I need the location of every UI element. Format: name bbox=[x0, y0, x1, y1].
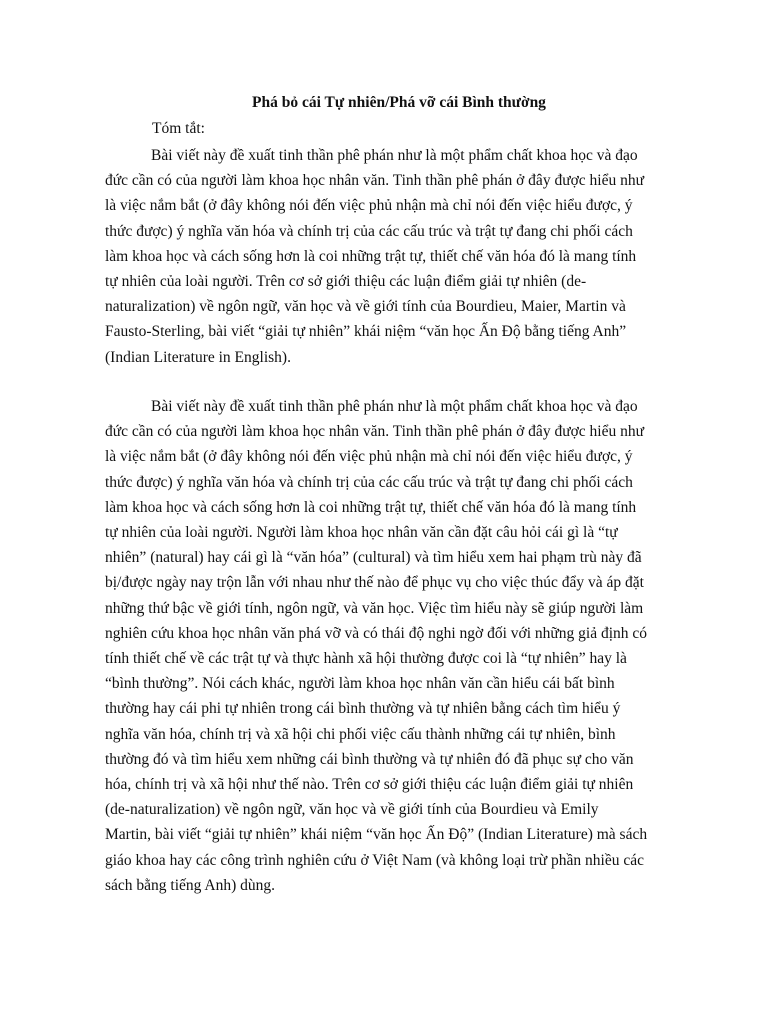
text-line: thức được) ý nghĩa văn hóa và chính trị của các cấu trúc và trật tự đang chi phối cách bbox=[105, 222, 633, 240]
abstract-paragraph-1 bbox=[105, 143, 665, 370]
text-line: là việc nắm bắt (ở đây không nói đến việc phủ nhận mà chỉ nói đến việc hiểu được, ý bbox=[105, 197, 633, 215]
text-line: Bài viết này đề xuất tinh thần phê phán như là một phẩm chất khoa học và đạo bbox=[151, 147, 638, 164]
text-line: làm khoa học và cách sống hơn là coi những trật tự, thiết chế văn hóa đó là mang tính bbox=[105, 498, 637, 516]
body-paragraph-2 bbox=[105, 394, 665, 898]
text-line: nhiên” (natural) hay cái gì là “văn hóa” (cultural) và tìm hiểu xem hai phạm trù này đã bbox=[105, 549, 642, 567]
text-line: nghiên cứu khoa học nhân văn phá vỡ và có thái độ nghi ngờ đối với những giả định có bbox=[105, 624, 648, 642]
text-line: giáo khoa hay các công trình nghiên cứu ở Việt Nam (và không loại trừ phần nhiều các bbox=[105, 851, 644, 869]
text-line: sách bằng tiếng Anh) dùng. bbox=[105, 876, 276, 894]
text-line: tự nhiên của loài người. Trên cơ sở giới thiệu các luận điểm giải tự nhiên (de- bbox=[105, 273, 587, 291]
document-title: Phá bỏ cái Tự nhiên/Phá vỡ cái Bình thường bbox=[252, 94, 546, 111]
text-line: “bình thường”. Nói cách khác, người làm khoa học nhân văn cần hiểu cái bất bình bbox=[105, 675, 615, 693]
text-line: đức cần có của người làm khoa học nhân văn. Tinh thần phê phán ở đây được hiểu như bbox=[105, 172, 645, 190]
text-line: Martin, bài viết “giải tự nhiên” khái niệm “văn học Ấn Độ” (Indian Literature) mà sách bbox=[105, 826, 648, 844]
text-line: (Indian Literature in English). bbox=[105, 348, 291, 366]
text-line: Fausto-Sterling, bài viết “giải tự nhiên” khái niệm “văn học Ấn Độ bằng tiếng Anh” bbox=[105, 323, 627, 341]
text-line: (de-naturalization) về ngôn ngữ, văn học và về giới tính của Bourdieu và Emily bbox=[105, 801, 599, 819]
text-line: tính thiết chế về các trật tự và thực hành xã hội thường được coi là “tự nhiên” hay là bbox=[105, 650, 627, 668]
text-line: thường hay cái phi tự nhiên trong cái bình thường và tự nhiên bằng cách tìm hiểu ý bbox=[105, 700, 621, 718]
text-line: làm khoa học và cách sống hơn là coi những trật tự, thiết chế văn hóa đó là mang tính bbox=[105, 247, 637, 265]
text-line: thường đó và tìm hiểu xem những cái bình thường và tự nhiên đó đã phục sự cho văn bbox=[105, 750, 634, 768]
abstract-label: Tóm tắt: bbox=[152, 120, 205, 137]
text-line: Bài viết này đề xuất tinh thần phê phán như là một phẩm chất khoa học và đạo bbox=[151, 398, 638, 415]
text-line: tự nhiên của loài người. Người làm khoa học nhân văn cần đặt câu hỏi cái gì là “tự bbox=[105, 524, 618, 542]
text-line: hóa, chính trị và xã hội như thế nào. Trên cơ sở giới thiệu các luận điểm giải tự nhiên bbox=[105, 776, 634, 794]
text-line: là việc nắm bắt (ở đây không nói đến việc phủ nhận mà chỉ nói đến việc hiểu được, ý bbox=[105, 448, 633, 466]
text-line: naturalization) về ngôn ngữ, văn học và về giới tính của Bourdieu, Maier, Martin và bbox=[105, 298, 626, 316]
text-line: những thứ bậc về giới tính, ngôn ngữ, và văn học. Việc tìm hiểu này sẽ giúp người làm bbox=[105, 599, 644, 617]
text-line: bị/được ngày nay trộn lẫn với nhau như thế nào để phục vụ cho việc thúc đẩy và áp đặt bbox=[105, 574, 644, 592]
text-line: đức cần có của người làm khoa học nhân văn. Tinh thần phê phán ở đây được hiểu như bbox=[105, 423, 645, 441]
text-line: nghĩa văn hóa, chính trị và xã hội chi phối việc cấu thành những cái tự nhiên, bình bbox=[105, 725, 616, 743]
text-line: thức được) ý nghĩa văn hóa và chính trị của các cấu trúc và trật tự đang chi phối cách bbox=[105, 473, 633, 491]
